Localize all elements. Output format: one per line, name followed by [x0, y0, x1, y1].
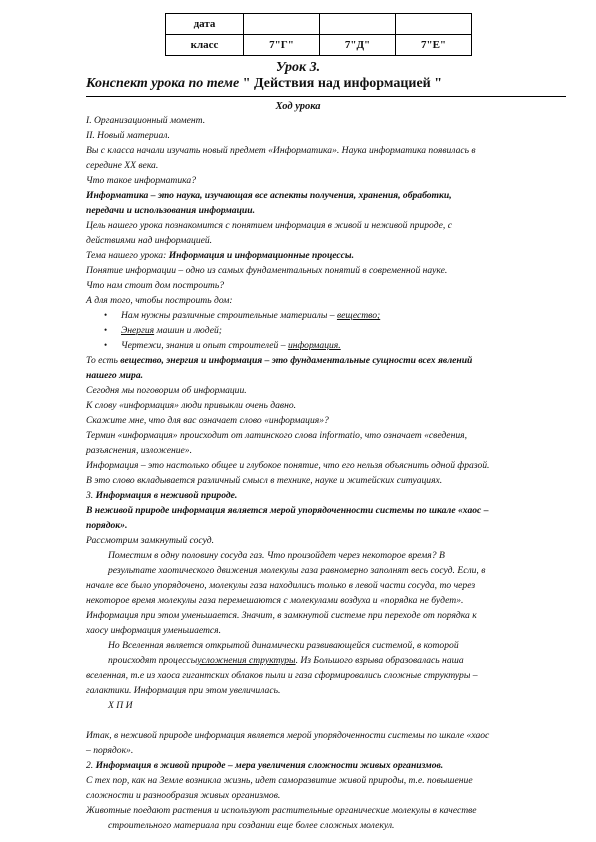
paragraph-line: Что такое информатика?	[86, 175, 196, 186]
paragraph-line: Цель нашего урока познакомится с понятием информация в живой и неживой природе, с	[86, 220, 452, 231]
paragraph-line: II. Новый материал.	[86, 130, 170, 141]
paragraph-line: Скажите мне, что для вас означает слово «информация»?	[86, 415, 329, 426]
summary-prefix: То есть	[86, 355, 121, 366]
list-item-text: Нам нужны различные строительные материалы –	[121, 310, 337, 321]
topic-line	[86, 250, 354, 262]
section-heading: Ход урока	[275, 101, 321, 112]
definition-line: порядок».	[86, 520, 128, 531]
paragraph-line: А для того, чтобы построить дом:	[86, 295, 233, 306]
paragraph-line: Вы с класса начали изучать новый предмет «Информатика». Наука информатика появилась в	[86, 145, 476, 156]
paragraph-line: сложности и разнообразия живых организмов.	[86, 790, 281, 801]
line-text: происходят процессы	[108, 655, 198, 666]
paragraph-line: Но Вселенная является открытой динамически развивающейся системой, в которой	[108, 640, 459, 651]
list-item-text: Чертежи, знания и опыт строителей –	[121, 340, 288, 351]
list-item	[121, 310, 380, 322]
list-item-text: машин и людей;	[154, 325, 222, 336]
paragraph-line: вселенная, т.е из хаоса гигантских облаков пыли и газа сформировались сложные структуры –	[86, 670, 478, 681]
paragraph-line: некоторое время молекулы газа перемешаются с молекулами воздуха и «порядка не будет».	[86, 595, 464, 606]
summary-line: нашего мира.	[86, 370, 144, 381]
paragraph-line: К слову «информация» люди привыкли очень давно.	[86, 400, 297, 411]
table-cell-class-label: класс	[166, 35, 244, 56]
paragraph-line: результате хаотического движения молекулы газа равномерно заполнят весь сосуд. Если, в	[108, 565, 486, 576]
bullet-icon: •	[104, 310, 108, 320]
table-row	[166, 14, 472, 35]
topic-value: Информация и информационные процессы.	[168, 250, 354, 261]
topic-prefix: Конспект урока по теме	[86, 76, 243, 91]
subsection-number: 2.	[86, 760, 96, 771]
line-text: . Из Большого взрыва образовалась наша	[295, 655, 464, 666]
class-schedule-table	[165, 13, 472, 56]
paragraph-line: галактики. Информация при этом увеличилась.	[86, 685, 281, 696]
paragraph-line: Животные поедают растения и используют растительные органические молекулы в качестве	[86, 805, 477, 816]
subsection-number: 3.	[86, 490, 96, 501]
title-divider	[86, 96, 566, 97]
paragraph-line: Итак, в неживой природе информация является мерой упорядоченности системы по шкале «хаос	[86, 730, 490, 741]
paragraph-line: Информация – это настолько общее и глубокое понятие, что его нельзя объяснить одной фразой.	[86, 460, 490, 471]
definition-line: передачи и использования информации.	[86, 205, 255, 216]
definition-line: В неживой природе информация является мерой упорядоченности системы по шкале «хаос –	[86, 505, 489, 516]
paragraph-line: Информация при этом уменьшается. Значит, в замкнутой системе при переходе от порядка к	[86, 610, 477, 621]
table-cell	[396, 14, 472, 35]
paragraph-line: хаосу информация уменьшается.	[86, 625, 222, 636]
paragraph-line: I. Организационный момент.	[86, 115, 206, 126]
subsection-title: Информация в живой природе – мера увеличения сложности живых организмов.	[95, 760, 444, 771]
paragraph-line: Рассмотрим замкнутый сосуд.	[86, 535, 215, 546]
paragraph-line: Х П И	[108, 700, 133, 711]
topic-name: " Действия над информацией "	[242, 76, 443, 91]
table-cell	[320, 14, 396, 35]
subsection-heading	[86, 760, 443, 772]
list-item-keyword: Энергия	[121, 325, 155, 336]
subsection-title: Информация в неживой природе.	[95, 490, 238, 501]
lesson-topic	[86, 76, 442, 92]
list-item	[121, 325, 222, 337]
table-cell-class: 7"Г"	[244, 35, 320, 56]
paragraph-line	[108, 655, 464, 667]
summary-line	[86, 355, 472, 367]
paragraph-line: Сегодня мы поговорим об информации.	[86, 385, 247, 396]
paragraph-line: – порядок».	[86, 745, 134, 756]
paragraph-line: Что нам стоит дом построить?	[86, 280, 224, 291]
paragraph-line: разъяснения, изложение».	[86, 445, 192, 456]
paragraph-line: середине XX века.	[86, 160, 159, 171]
paragraph-line: В это слово вкладывается различный смысл в технике, науке и житейских ситуациях.	[86, 475, 443, 486]
subsection-heading	[86, 490, 237, 502]
paragraph-line: Термин «информация» происходит от латинского слова informatio, что означает «сведения,	[86, 430, 467, 441]
table-cell	[244, 14, 320, 35]
topic-label: Тема нашего урока:	[86, 250, 169, 261]
list-item	[121, 340, 341, 352]
paragraph-line: действиями над информацией.	[86, 235, 213, 246]
table-cell-date-label: дата	[166, 14, 244, 35]
paragraph-line: строительного материала при создании еще более сложных молекул.	[108, 820, 395, 831]
paragraph-line: Понятие информации – одно из самых фундаментальных понятий в современной науке.	[86, 265, 448, 276]
paragraph-line: Поместим в одну половину сосуда газ. Что произойдет через некоторое время? В	[108, 550, 445, 561]
paragraph-line: начале все было упорядочено, молекулы газа находились только в левой части сосуда, то через	[86, 580, 476, 591]
bullet-icon: •	[104, 340, 108, 350]
summary-bold: вещество, энергия и информация – это фундаментальные сущности всех явлений	[120, 355, 473, 366]
table-cell-class: 7"Д"	[320, 35, 396, 56]
list-item-keyword: информация.	[287, 340, 341, 351]
paragraph-line: С тех пор, как на Земле возникла жизнь, идет саморазвитие живой природы, т.е. повышение	[86, 775, 473, 786]
lesson-number: Урок 3.	[275, 60, 321, 75]
line-keyword: усложнения структуры	[197, 655, 296, 666]
table-row	[166, 35, 472, 56]
table-cell-class: 7"Е"	[396, 35, 472, 56]
definition-line: Информатика – это наука, изучающая все аспекты получения, хранения, обработки,	[86, 190, 452, 201]
list-item-keyword: вещество;	[336, 310, 381, 321]
bullet-icon: •	[104, 325, 108, 335]
